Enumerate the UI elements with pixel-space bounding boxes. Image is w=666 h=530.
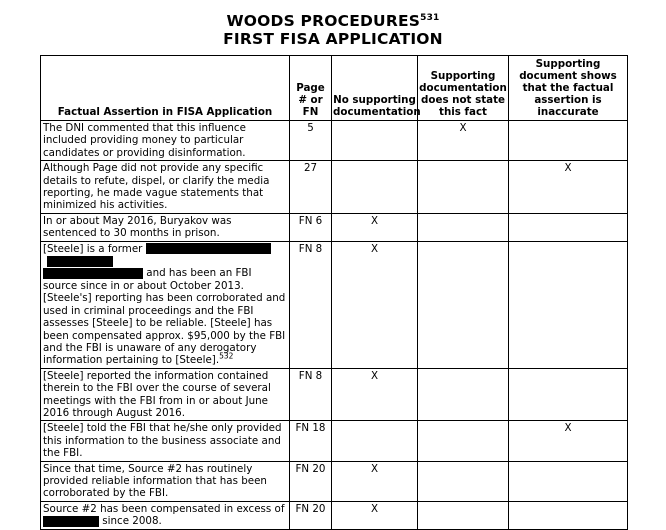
inaccurate-cell bbox=[509, 241, 628, 368]
page-cell: FN 8 bbox=[290, 368, 332, 421]
no-support-cell bbox=[332, 421, 418, 461]
table-row bbox=[41, 501, 628, 529]
table-row bbox=[41, 421, 628, 461]
no-state-cell: X bbox=[418, 121, 509, 161]
table-row bbox=[41, 461, 628, 501]
assertion-text-start: Source #2 has been compensated in excess of bbox=[43, 502, 285, 515]
document-title bbox=[0, 12, 666, 30]
page-cell: FN 20 bbox=[290, 461, 332, 501]
inaccurate-cell bbox=[509, 368, 628, 421]
no-support-cell bbox=[332, 121, 418, 161]
header-inaccurate: Supporting document shows that the factual assertion is inaccurate bbox=[509, 56, 628, 121]
no-support-cell: X bbox=[332, 368, 418, 421]
assertion-cell: [Steele] reported the information contained therein to the FBI over the course of several meetings with the FBI from in or about June 2016 through August 2016. bbox=[41, 368, 290, 421]
table-row bbox=[41, 161, 628, 214]
table-row bbox=[41, 241, 628, 368]
redaction-block bbox=[43, 268, 143, 279]
assertion-cell: The DNI commented that this influence included providing money to particular candidates or providing disinformation. bbox=[41, 121, 290, 161]
assertion-cell bbox=[41, 501, 290, 529]
assertion-cell bbox=[41, 241, 290, 368]
document-subtitle: FIRST FISA APPLICATION bbox=[223, 30, 443, 48]
no-state-cell bbox=[418, 421, 509, 461]
inaccurate-cell bbox=[509, 461, 628, 501]
redaction-block bbox=[43, 516, 99, 527]
title-footnote: 531 bbox=[420, 12, 440, 23]
table-row bbox=[41, 121, 628, 161]
page-cell: FN 8 bbox=[290, 241, 332, 368]
assertion-cell: Although Page did not provide any specific details to refute, dispel, or clarify the media reporting, he made vague statements that minimized his activities. bbox=[41, 161, 290, 214]
page-cell: FN 20 bbox=[290, 501, 332, 529]
no-state-cell bbox=[418, 501, 509, 529]
page-cell: 27 bbox=[290, 161, 332, 214]
no-state-cell bbox=[418, 213, 509, 241]
no-support-cell: X bbox=[332, 213, 418, 241]
assertion-cell: Since that time, Source #2 has routinely provided reliable information that has been corroborated by the FBI. bbox=[41, 461, 290, 501]
table-header-row bbox=[41, 56, 628, 121]
no-support-cell bbox=[332, 161, 418, 214]
redaction-block bbox=[146, 243, 271, 254]
header-no-state: Supporting documentation does not state this fact bbox=[418, 56, 509, 121]
assertion-footnote: 532 bbox=[219, 351, 234, 361]
no-support-cell: X bbox=[332, 461, 418, 501]
no-support-cell: X bbox=[332, 501, 418, 529]
inaccurate-cell: X bbox=[509, 161, 628, 214]
no-state-cell bbox=[418, 368, 509, 421]
no-state-cell bbox=[418, 161, 509, 214]
inaccurate-cell: X bbox=[509, 421, 628, 461]
assertion-text-rest: since 2008. bbox=[102, 515, 162, 528]
assertion-text-rest: and has been an FBI source since in or about October 2013. [Steele's] reporting has been corroborated and used in criminal proceedings and the FBI assesses [Steele] to be reliable. [Steele] has been compensated approx. $95,000 by the FBI and the FBI is unaware of any derogatory information pertaining to [Steele]. bbox=[43, 267, 286, 367]
inaccurate-cell bbox=[509, 213, 628, 241]
assertion-text-start: [Steele] is a former bbox=[43, 242, 143, 255]
no-support-cell: X bbox=[332, 241, 418, 368]
redaction-block bbox=[47, 256, 113, 267]
page-cell: FN 6 bbox=[290, 213, 332, 241]
assertion-cell: [Steele] told the FBI that he/she only provided this information to the business associate and the FBI. bbox=[41, 421, 290, 461]
inaccurate-cell bbox=[509, 121, 628, 161]
header-no-support: No supporting documentation bbox=[332, 56, 418, 121]
table-row bbox=[41, 368, 628, 421]
page-cell: FN 18 bbox=[290, 421, 332, 461]
no-state-cell bbox=[418, 461, 509, 501]
header-page: Page # or FN bbox=[290, 56, 332, 121]
title-line-1: WOODS PROCEDURES bbox=[226, 12, 421, 30]
inaccurate-cell bbox=[509, 501, 628, 529]
assertion-cell: In or about May 2016, Buryakov was sentenced to 30 months in prison. bbox=[41, 213, 290, 241]
assertion-table bbox=[40, 55, 628, 530]
no-state-cell bbox=[418, 241, 509, 368]
header-assertion: Factual Assertion in FISA Application bbox=[41, 56, 290, 121]
table-row bbox=[41, 213, 628, 241]
page-cell: 5 bbox=[290, 121, 332, 161]
